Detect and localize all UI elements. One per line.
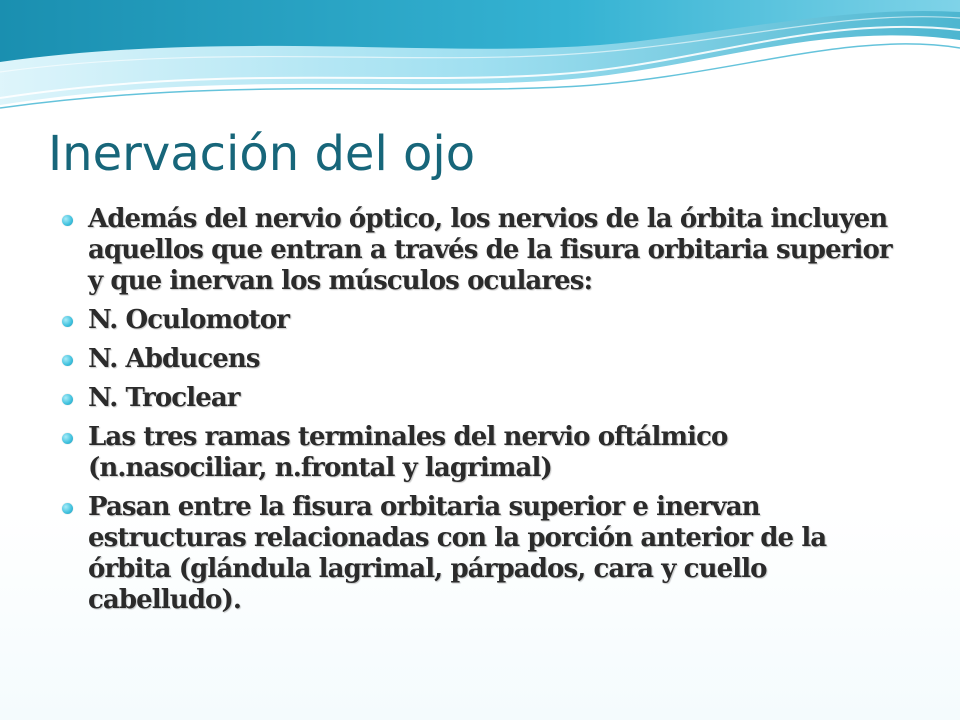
bullet-item bbox=[62, 344, 902, 375]
bullet-dot-icon bbox=[62, 503, 73, 514]
bullet-item bbox=[62, 204, 902, 297]
bullet-dot-icon bbox=[62, 215, 73, 226]
bullet-text: N. Troclear bbox=[88, 383, 240, 413]
bullet-text: Además del nervio óptico, los nervios de la órbita incluyen aquellos que entran a través de la fisura orbitaria superior y que inervan los músculos oculares: bbox=[88, 204, 892, 296]
bullet-item bbox=[62, 305, 902, 336]
bullet-item bbox=[62, 422, 902, 484]
bullet-dot-icon bbox=[62, 433, 73, 444]
bullet-dot-icon bbox=[62, 355, 73, 366]
bullet-list bbox=[62, 204, 902, 624]
slide-title: Inervación del ojo bbox=[48, 126, 476, 182]
bullet-text: N. Abducens bbox=[88, 344, 260, 374]
bullet-item bbox=[62, 383, 902, 414]
bullet-text: Pasan entre la fisura orbitaria superior e inervan estructuras relacionadas con la porción anterior de la órbita (glándula lagrimal, párpados, cara y cuello cabelludo). bbox=[88, 492, 827, 615]
bullet-item bbox=[62, 492, 902, 616]
bullet-text: N. Oculomotor bbox=[88, 305, 290, 335]
bullet-dot-icon bbox=[62, 316, 73, 327]
header-wave-decoration bbox=[0, 0, 960, 130]
bullet-dot-icon bbox=[62, 394, 73, 405]
bullet-text: Las tres ramas terminales del nervio oftálmico (n.nasociliar, n.frontal y lagrimal) bbox=[88, 422, 728, 483]
